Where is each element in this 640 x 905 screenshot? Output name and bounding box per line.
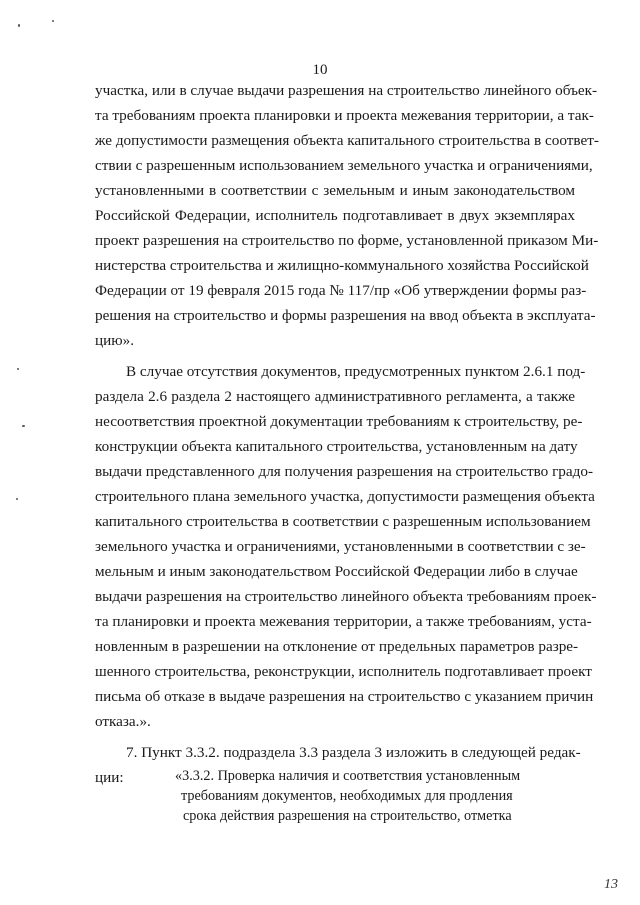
text-line: конструкции объекта капитального строительства, установленным на дату <box>95 438 578 455</box>
text-line: та планировки и проекта межевания территории, а также требованиям, уста- <box>95 613 592 630</box>
scan-speck <box>18 24 20 27</box>
quote-line: требованиям документов, необходимых для продления <box>181 788 513 804</box>
text-line: новленным в разрешении на отклонение от предельных параметров разре- <box>95 638 579 655</box>
scan-speck <box>22 425 25 427</box>
text-line: Российской Федерации, исполнитель подготавливает в двух экземплярах <box>95 207 575 224</box>
text-line: В случае отсутствия документов, предусмотренных пунктом 2.6.1 под- <box>126 363 586 380</box>
text-line: земельного участка и ограничениями, установленными в соответствии с зе- <box>95 538 586 555</box>
scan-speck <box>17 368 19 370</box>
text-line: 7. Пункт 3.3.2. подраздела 3.3 раздела 3 изложить в следующей редак- <box>126 744 581 761</box>
text-line: выдачи представленного для получения разрешения на строительство градо- <box>95 463 594 480</box>
text-line: цию». <box>95 332 134 349</box>
paragraph-1 <box>95 78 599 353</box>
quote-line: срока действия разрешения на строительство, отметка <box>183 808 512 824</box>
text-line: решения на строительство и формы разрешения на ввод объекта в эксплуата- <box>95 307 596 324</box>
text-line: установленными в соответствии с земельным и иным законодательством <box>95 182 575 199</box>
text-line: участка, или в случае выдачи разрешения на строительство линейного объек- <box>95 82 598 99</box>
text-line: та требованиям проекта планировки и проекта межевания территории, а так- <box>95 107 594 124</box>
text-line: мельным и иным законодательством Российской Федерации либо в случае <box>95 563 578 580</box>
scan-speck <box>52 20 54 22</box>
text-line: несоответствия проектной документации требованиям к строительству, ре- <box>95 413 583 430</box>
text-line: Федерации от 19 февраля 2015 года № 117/пр «Об утверждении формы раз- <box>95 282 587 299</box>
quote-line: «3.3.2. Проверка наличия и соответствия установленным <box>175 768 521 784</box>
text-line: ствии с разрешенным использованием земельного участка и ограничениями, <box>95 157 593 174</box>
text-line: ции: <box>95 769 124 786</box>
text-line: строительного плана земельного участка, допустимости размещения объекта <box>95 488 595 505</box>
text-line: капитального строительства в соответствии с разрешенным использованием <box>95 513 591 530</box>
page-number: 10 <box>312 62 328 78</box>
text-line: проект разрешения на строительство по форме, установленной приказом Ми- <box>95 232 599 249</box>
text-line: же допустимости размещения объекта капитального строительства в соответ- <box>95 132 599 149</box>
document-body <box>95 78 599 790</box>
text-line: выдачи разрешения на строительство линейного объекта требованиям проек- <box>95 588 597 605</box>
text-line: раздела 2.6 раздела 2 настоящего административного регламента, а также <box>95 388 575 405</box>
text-line: нистерства строительства и жилищно-коммунального хозяйства Российской <box>95 257 589 274</box>
handwritten-page-mark: 13 <box>604 877 618 892</box>
quoted-clause <box>175 766 530 826</box>
text-line: шенного строительства, реконструкции, исполнитель подготавливает проект <box>95 663 592 680</box>
text-line: отказа.». <box>95 713 151 730</box>
scan-speck <box>16 498 18 500</box>
paragraph-2 <box>95 359 597 734</box>
text-line: письма об отказе в выдаче разрешения на строительство с указанием причин <box>95 688 594 705</box>
